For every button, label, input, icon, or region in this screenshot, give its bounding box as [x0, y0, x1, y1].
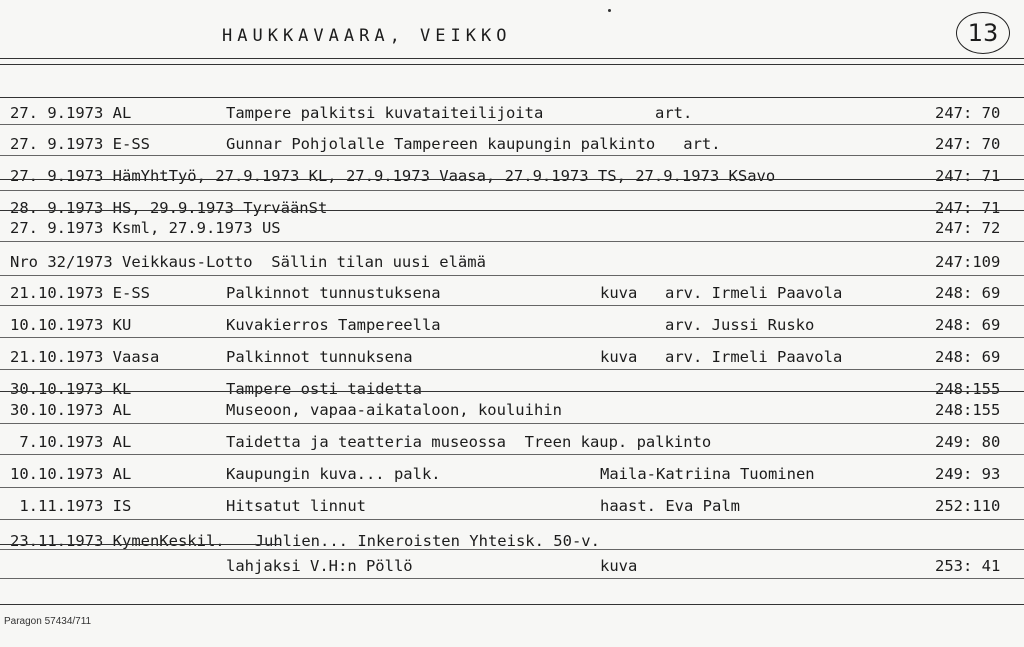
row-rule — [0, 241, 1024, 242]
entry-row — [0, 253, 1024, 275]
entry-ref: 248: 69 — [935, 348, 1001, 366]
entry-row — [0, 557, 1024, 579]
entry-date-source: 27. 9.1973 HämYhtTyö, 27.9.1973 KL, 27.9.1973 Vaasa, 27.9.1973 TS, 27.9.1973 KSavo — [10, 167, 776, 185]
card-number-circle: 13 — [956, 12, 1010, 54]
row-rule — [0, 155, 1024, 156]
header-rule-1 — [0, 58, 1024, 59]
entry-title: Palkinnot tunnustuksena — [226, 284, 441, 302]
entry-date-source: 10.10.1973 AL — [10, 465, 132, 483]
entry-ref: 253: 41 — [935, 557, 1001, 575]
entry-date-source: 28. 9.1973 HS, 29.9.1973 TyrväänSt — [10, 199, 328, 217]
row-rule — [0, 549, 1024, 550]
entry-title: Palkinnot tunnuksena — [226, 348, 413, 366]
entry-ref: 248: 69 — [935, 316, 1001, 334]
entry-ref: 247: 70 — [935, 104, 1001, 122]
entry-ref: 247: 70 — [935, 135, 1001, 153]
row-rule — [0, 487, 1024, 488]
entry-ref: 249: 80 — [935, 433, 1001, 451]
entry-row — [0, 104, 1024, 126]
entry-title: Kuvakierros Tampereella — [226, 316, 441, 334]
strikethrough-line — [0, 179, 1024, 180]
entry-author: arv. Irmeli Paavola — [665, 348, 843, 366]
entry-ref: 247: 71 — [935, 167, 1001, 185]
entry-row — [0, 348, 1024, 370]
row-rule — [0, 275, 1024, 276]
strikethrough-line — [0, 210, 1024, 211]
entry-ref: 252:110 — [935, 497, 1001, 515]
entry-note: kuva — [600, 557, 638, 575]
entry-ref: 247: 71 — [935, 199, 1001, 217]
entry-date-source: 21.10.1973 Vaasa — [10, 348, 160, 366]
header-rule-3 — [0, 97, 1024, 98]
entry-note: art. — [655, 104, 693, 122]
entry-date-source: 10.10.1973 KU — [10, 316, 132, 334]
entry-ref: 249: 93 — [935, 465, 1001, 483]
entry-title: Gunnar Pohjolalle Tampereen kaupungin palkinto art. — [226, 135, 721, 153]
printer-mark: Paragon 57434/711 — [4, 616, 92, 627]
entry-ref: 248:155 — [935, 380, 1001, 398]
row-rule — [0, 190, 1024, 191]
entry-date-source: 27. 9.1973 AL — [10, 104, 132, 122]
entry-ref: 248:155 — [935, 401, 1001, 419]
entry-note: kuva — [600, 348, 638, 366]
entry-row — [0, 433, 1024, 455]
entry-ref: 248: 69 — [935, 284, 1001, 302]
entry-date-source: 27. 9.1973 Ksml, 27.9.1973 US — [10, 219, 281, 237]
entry-date-source: 23.11.1973 KymenKeskil. — [10, 532, 225, 550]
entry-row — [0, 167, 1024, 189]
entry-title: Taidetta ja teatteria museossa Treen kaup. palkinto — [226, 433, 712, 451]
row-rule — [0, 305, 1024, 306]
entry-ref: 247:109 — [935, 253, 1001, 271]
entry-title: Tampere osti taidetta — [226, 380, 422, 398]
entry-date-source: 30.10.1973 AL — [10, 401, 132, 419]
entry-date-source: 27. 9.1973 E-SS — [10, 135, 150, 153]
entry-row — [0, 465, 1024, 487]
entry-ref: 247: 72 — [935, 219, 1001, 237]
entry-title: Hitsatut linnut — [226, 497, 366, 515]
entry-date-source: Nro 32/1973 Veikkaus-Lotto Sällin tilan uusi elämä — [10, 253, 486, 271]
entry-author: arv. Jussi Rusko — [665, 316, 815, 334]
entry-title: Museoon, vapaa-aikataloon, kouluihin — [226, 401, 562, 419]
entry-title: Tampere palkitsi kuvataiteilijoita — [226, 104, 544, 122]
entry-row — [0, 284, 1024, 306]
entry-title: lahjaksi V.H:n Pöllö — [226, 557, 413, 575]
strikethrough-line — [0, 391, 1024, 392]
strikethrough-line — [0, 544, 280, 545]
entry-row — [0, 532, 1024, 554]
entry-author: arv. Irmeli Paavola — [665, 284, 843, 302]
entry-title: Kaupungin kuva... palk. — [226, 465, 441, 483]
row-rule — [0, 519, 1024, 520]
row-rule — [0, 423, 1024, 424]
footer-rule — [0, 604, 1024, 605]
row-rule — [0, 124, 1024, 125]
entry-row — [0, 497, 1024, 519]
entry-title: Juhlien... Inkeroisten Yhteisk. 50-v. — [236, 532, 600, 550]
entry-author: haast. Eva Palm — [600, 497, 740, 515]
entry-row — [0, 135, 1024, 157]
entry-date-source: 7.10.1973 AL — [10, 433, 132, 451]
row-rule — [0, 369, 1024, 370]
entry-row — [0, 219, 1024, 241]
card-title: HAUKKAVAARA, VEIKKO — [222, 26, 512, 46]
entry-row — [0, 316, 1024, 338]
row-rule — [0, 578, 1024, 579]
entry-author: Maila-Katriina Tuominen — [600, 465, 815, 483]
row-rule — [0, 454, 1024, 455]
entry-date-source: 1.11.1973 IS — [10, 497, 132, 515]
entry-date-source: 21.10.1973 E-SS — [10, 284, 150, 302]
entry-note: kuva — [600, 284, 638, 302]
header-rule-2 — [0, 64, 1024, 65]
ink-speck — [608, 9, 611, 12]
row-rule — [0, 337, 1024, 338]
entry-row — [0, 401, 1024, 423]
entry-date-source: 30.10.1973 KL — [10, 380, 132, 398]
